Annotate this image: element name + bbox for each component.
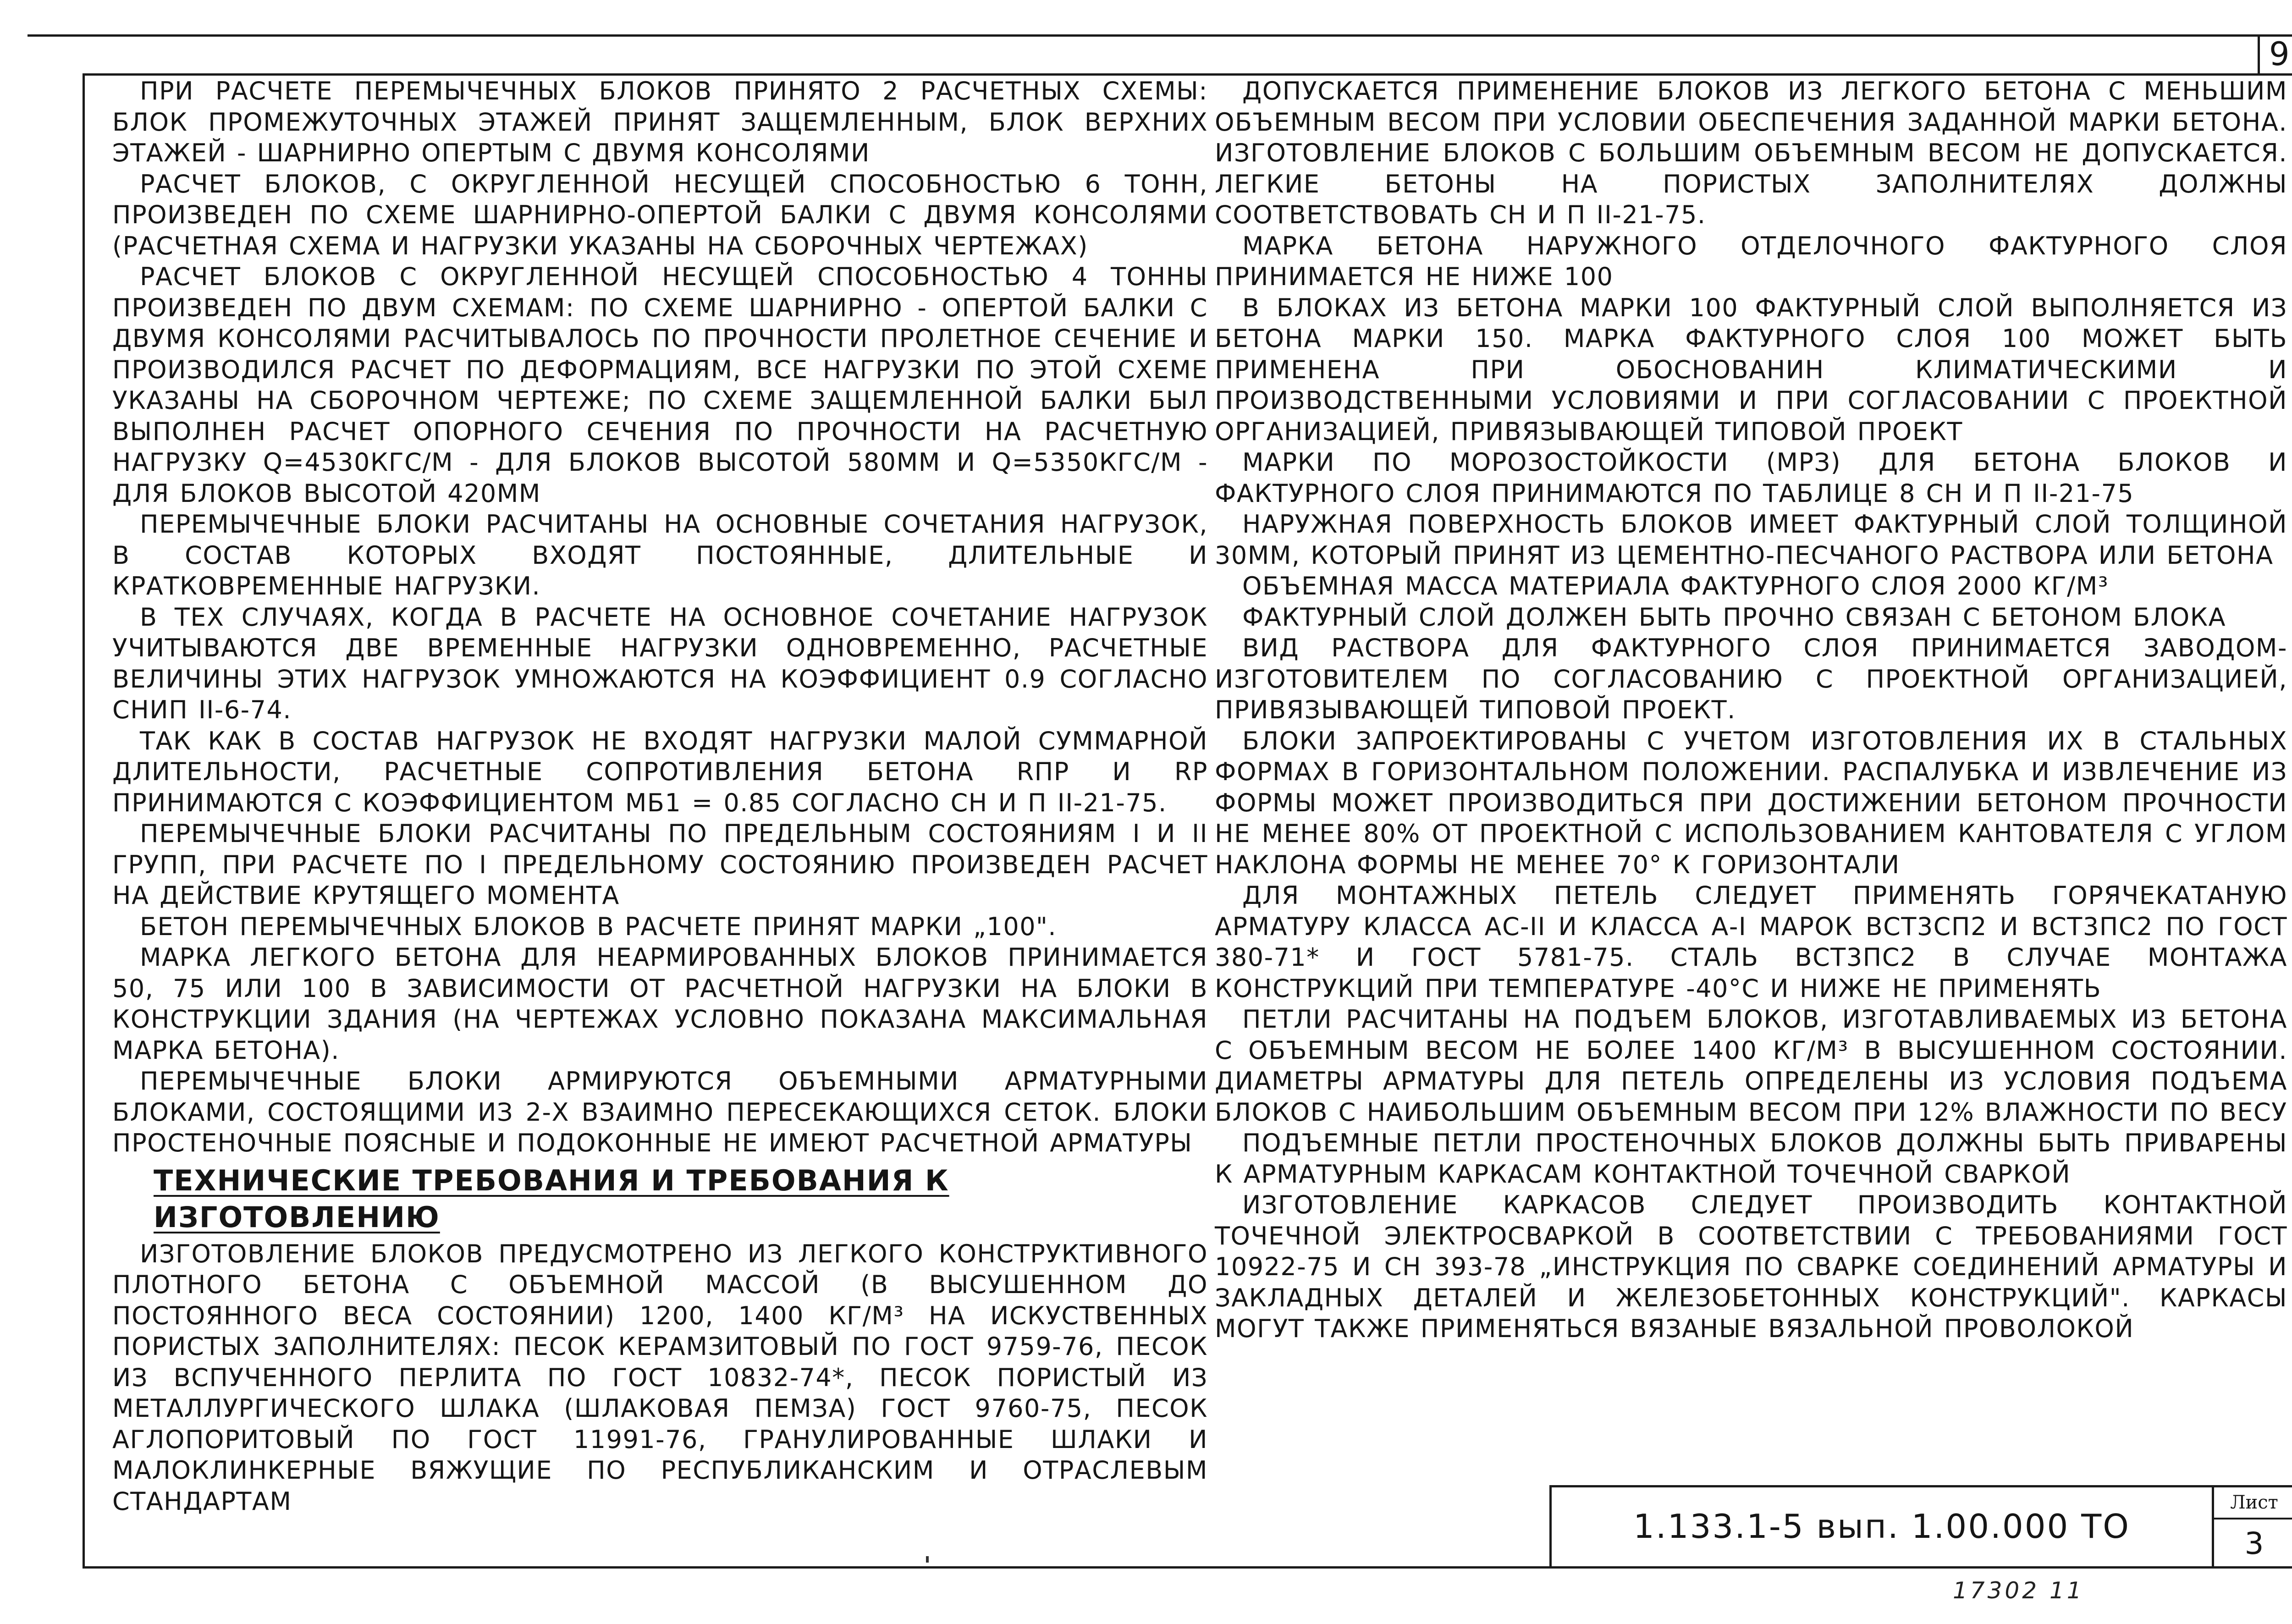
paragraph: ПЕРЕМЫЧЕЧНЫЕ БЛОКИ АРМИРУЮТСЯ ОБЪЕМНЫМИ АРМАТУРНЫМИ БЛОКАМИ, СОСТОЯЩИМИ ИЗ 2-Х ВЗАИМНО ПЕРЕСЕКАЮЩИХСЯ СЕТОК. БЛОКИ ПРОСТЕНОЧНЫЕ ПОЯСНЫЕ И ПОДОКОННЫЕ НЕ ИМЕЮТ РАСЧЕТНОЙ АРМАТУРЫ xyxy=(112,1067,1208,1157)
paragraph: ПЕРЕМЫЧЕЧНЫЕ БЛОКИ РАСЧИТАНЫ НА ОСНОВНЫЕ СОЧЕТАНИЯ НАГРУЗОК, В СОСТАВ КОТОРЫХ ВХОДЯТ ПОСТОЯННЫЕ, ДЛИТЕЛЬНЫЕ И КРАТКОВРЕМЕННЫЕ НАГРУЗКИ. xyxy=(112,510,1208,600)
top-rule xyxy=(28,34,2292,37)
paragraph: ВИД РАСТВОРА ДЛЯ ФАКТУРНОГО СЛОЯ ПРИНИМАЕТСЯ ЗАВОДОМ-ИЗГОТОВИТЕЛЕМ ПО СОГЛАСОВАНИЮ С ПРОЕКТНОЙ ОРГАНИЗАЦИЕЙ, ПРИВЯЗЫВАЮЩЕЙ ТИПОВОЙ ПРОЕКТ. xyxy=(1215,633,2287,724)
paragraph: ТАК КАК В СОСТАВ НАГРУЗОК НЕ ВХОДЯТ НАГРУЗКИ МАЛОЙ СУММАРНОЙ ДЛИТЕЛЬНОСТИ, РАСЧЕТНЫЕ СОПРОТИВЛЕНИЯ БЕТОНА RПР И RР ПРИНИМАЮТСЯ С КОЭФФИЦИЕНТОМ MБ1 = 0.85 СОГЛАСНО СН И П II-21-75. xyxy=(112,726,1208,817)
section-heading: ТЕХНИЧЕСКИЕ ТРЕБОВАНИЯ И ТРЕБОВАНИЯ К ИЗГОТОВЛЕНИЮ xyxy=(154,1163,949,1234)
paragraph: НАРУЖНАЯ ПОВЕРХНОСТЬ БЛОКОВ ИМЕЕТ ФАКТУРНЫЙ СЛОЙ ТОЛЩИНОЙ 30ММ, КОТОРЫЙ ПРИНЯТ ИЗ ЦЕМЕНТНО-ПЕСЧАНОГО РАСТВОРА ИЛИ БЕТОНА xyxy=(1215,510,2287,570)
sheet-cell xyxy=(2212,1487,2292,1568)
paragraph: МАРКИ ПО МОРОЗОСТОЙКОСТИ (МРЗ) ДЛЯ БЕТОНА БЛОКОВ И ФАКТУРНОГО СЛОЯ ПРИНИМАЮТСЯ ПО ТАБЛИЦЕ 8 СН И П II-21-75 xyxy=(1215,448,2287,508)
paragraph: ПЕРЕМЫЧЕЧНЫЕ БЛОКИ РАСЧИТАНЫ ПО ПРЕДЕЛЬНЫМ СОСТОЯНИЯМ I И II ГРУПП, ПРИ РАСЧЕТЕ ПО I ПРЕДЕЛЬНОМУ СОСТОЯНИЮ ПРОИЗВЕДЕН РАСЧЕТ НА ДЕЙСТВИЕ КРУТЯЩЕГО МОМЕНТА xyxy=(112,819,1208,910)
paragraph: МАРКА ЛЕГКОГО БЕТОНА ДЛЯ НЕАРМИРОВАННЫХ БЛОКОВ ПРИНИМАЕТСЯ 50, 75 ИЛИ 100 В ЗАВИСИМОСТИ ОТ РАСЧЕТНОЙ НАГРУЗКИ НА БЛОКИ В КОНСТРУКЦИИ ЗДАНИЯ (НА ЧЕРТЕЖАХ УСЛОВНО ПОКАЗАНА МАКСИМАЛЬНАЯ МАРКА БЕТОНА). xyxy=(112,943,1208,1065)
paragraph: ДЛЯ МОНТАЖНЫХ ПЕТЕЛЬ СЛЕДУЕТ ПРИМЕНЯТЬ ГОРЯЧЕКАТАНУЮ АРМАТУРУ КЛАССА АС-II И КЛАССА А-I МАРОК ВСТ3СП2 И ВСТ3ПС2 ПО ГОСТ 380-71* И ГОСТ 5781-75. СТАЛЬ ВСТ3ПС2 В СЛУЧАЕ МОНТАЖА КОНСТРУКЦИЙ ПРИ ТЕМПЕРАТУРЕ -40°С И НИЖЕ НЕ ПРИМЕНЯТЬ xyxy=(1215,881,2287,1003)
paragraph: ПОДЪЕМНЫЕ ПЕТЛИ ПРОСТЕНОЧНЫХ БЛОКОВ ДОЛЖНЫ БЫТЬ ПРИВАРЕНЫ К АРМАТУРНЫМ КАРКАСАМ КОНТАКТНОЙ ТОЧЕЧНОЙ СВАРКОЙ xyxy=(1215,1129,2287,1189)
sheet-label: Лист xyxy=(2214,1487,2292,1519)
paragraph: БЛОКИ ЗАПРОЕКТИРОВАНЫ С УЧЕТОМ ИЗГОТОВЛЕНИЯ ИХ В СТАЛЬНЫХ ФОРМАХ В ГОРИЗОНТАЛЬНОМ ПОЛОЖЕНИИ. РАСПАЛУБКА И ИЗВЛЕЧЕНИЕ ИЗ ФОРМЫ МОЖЕТ ПРОИЗВОДИТЬСЯ ПРИ ДОСТИЖЕНИИ БЕТОНОМ ПРОЧНОСТИ НЕ МЕНЕЕ 80% ОТ ПРОЕКТНОЙ С ИСПОЛЬЗОВАНИЕМ КАНТОВАТЕЛЯ С УГЛОМ НАКЛОНА ФОРМЫ НЕ МЕНЕЕ 70° К ГОРИЗОНТАЛИ xyxy=(1215,726,2287,879)
paragraph: РАСЧЕТ БЛОКОВ С ОКРУГЛЕННОЙ НЕСУЩЕЙ СПОСОБНОСТЬЮ 4 ТОННЫ ПРОИЗВЕДЕН ПО ДВУМ СХЕМАМ: ПО СХЕМЕ ШАРНИРНО - ОПЕРТОЙ БАЛКИ С ДВУМЯ КОНСОЛЯМИ РАСЧИТЫВАЛОСЬ ПО ПРОЧНОСТИ ПРОЛЕТНОЕ СЕЧЕНИЕ И ПРОИЗВОДИЛСЯ РАСЧЕТ ПО ДЕФОРМАЦИЯМ, ВСЕ НАГРУЗКИ ПО ЭТОЙ СХЕМЕ УКАЗАНЫ НА СБОРОЧНОМ ЧЕРТЕЖЕ; ПО СХЕМЕ ЗАЩЕМЛЕННОЙ БАЛКИ БЫЛ ВЫПОЛНЕН РАСЧЕТ ОПОРНОГО СЕЧЕНИЯ ПО ПРОЧНОСТИ НА РАСЧЕТНУЮ НАГРУЗКУ Q=4530КГС/М - ДЛЯ БЛОКОВ ВЫСОТОЙ 580ММ И Q=5350КГС/М - ДЛЯ БЛОКОВ ВЫСОТОЙ 420ММ xyxy=(112,262,1208,508)
frame-left-border xyxy=(83,73,85,1568)
title-block xyxy=(1549,1485,2292,1568)
paragraph: ИЗГОТОВЛЕНИЕ КАРКАСОВ СЛЕДУЕТ ПРОИЗВОДИТЬ КОНТАКТНОЙ ТОЧЕЧНОЙ ЭЛЕКТРОСВАРКОЙ В СООТВЕТСТВИИ С ТРЕБОВАНИЯМИ ГОСТ 10922-75 И СН 393-78 „ИНСТРУКЦИЯ ПО СВАРКЕ СОЕДИНЕНИЙ АРМАТУРЫ И ЗАКЛАДНЫХ ДЕТАЛЕЙ И ЖЕЛЕЗОБЕТОННЫХ КОНСТРУКЦИЙ". КАРКАСЫ МОГУТ ТАКЖЕ ПРИМЕНЯТЬСЯ ВЯЗАНЫЕ ВЯЗАЛЬНОЙ ПРОВОЛОКОЙ xyxy=(1215,1190,2287,1343)
corner-sheet-number: 9 xyxy=(2269,35,2290,73)
scan-mark xyxy=(926,1556,929,1563)
paragraph: ДОПУСКАЕТСЯ ПРИМЕНЕНИЕ БЛОКОВ ИЗ ЛЕГКОГО БЕТОНА С МЕНЬШИМ ОБЪЕМНЫМ ВЕСОМ ПРИ УСЛОВИИ ОБЕСПЕЧЕНИЯ ЗАДАННОЙ МАРКИ БЕТОНА. ИЗГОТОВЛЕНИЕ БЛОКОВ С БОЛЬШИМ ОБЪЕМНЫМ ВЕСОМ НЕ ДОПУСКАЕТСЯ. ЛЕГКИЕ БЕТОНЫ НА ПОРИСТЫХ ЗАПОЛНИТЕЛЯХ ДОЛЖНЫ СООТВЕТСТВОВАТЬ СН И П II-21-75. xyxy=(1215,77,2287,229)
paragraph: ПРИ РАСЧЕТЕ ПЕРЕМЫЧЕЧНЫХ БЛОКОВ ПРИНЯТО 2 РАСЧЕТНЫХ СХЕМЫ: БЛОК ПРОМЕЖУТОЧНЫХ ЭТАЖЕЙ ПРИНЯТ ЗАЩЕМЛЕННЫМ, БЛОК ВЕРХНИХ ЭТАЖЕЙ - ШАРНИРНО ОПЕРТЫМ С ДВУМЯ КОНСОЛЯМИ xyxy=(112,77,1208,167)
archive-footnote: 17302 11 xyxy=(1953,1577,2084,1604)
paragraph: МАРКА БЕТОНА НАРУЖНОГО ОТДЕЛОЧНОГО ФАКТУРНОГО СЛОЯ ПРИНИМАЕТСЯ НЕ НИЖЕ 100 xyxy=(1215,231,2287,291)
paragraph: РАСЧЕТ БЛОКОВ, С ОКРУГЛЕННОЙ НЕСУЩЕЙ СПОСОБНОСТЬЮ 6 ТОНН, ПРОИЗВЕДЕН ПО СХЕМЕ ШАРНИРНО-ОПЕРТОЙ БАЛКИ С ДВУМЯ КОНСОЛЯМИ (РАСЧЕТНАЯ СХЕМА И НАГРУЗКИ УКАЗАНЫ НА СБОРОЧНЫХ ЧЕРТЕЖАХ) xyxy=(112,169,1208,260)
paragraph: БЕТОН ПЕРЕМЫЧЕЧНЫХ БЛОКОВ В РАСЧЕТЕ ПРИНЯТ МАРКИ „100". xyxy=(140,912,1057,941)
right-column xyxy=(1215,76,2287,1344)
paragraph: ФАКТУРНЫЙ СЛОЙ ДОЛЖЕН БЫТЬ ПРОЧНО СВЯЗАН С БЕТОНОМ БЛОКА xyxy=(1242,602,2226,632)
paragraph: ИЗГОТОВЛЕНИЕ БЛОКОВ ПРЕДУСМОТРЕНО ИЗ ЛЕГКОГО КОНСТРУКТИВНОГО ПЛОТНОГО БЕТОНА С ОБЪЕМНОЙ МАССОЙ (В ВЫСУШЕННОМ ДО ПОСТОЯННОГО ВЕСА СОСТОЯНИИ) 1200, 1400 КГ/М³ НА ИСКУСТВЕННЫХ ПОРИСТЫХ ЗАПОЛНИТЕЛЯХ: ПЕСОК КЕРАМЗИТОВЫЙ ПО ГОСТ 9759-76, ПЕСОК ИЗ ВСПУЧЕННОГО ПЕРЛИТА ПО ГОСТ 10832-74*, ПЕСОК ПОРИСТЫЙ ИЗ МЕТАЛЛУРГИЧЕСКОГО ШЛАКА (ШЛАКОВАЯ ПЕМЗА) ГОСТ 9760-75, ПЕСОК АГЛОПОРИТОВЫЙ ПО ГОСТ 11991-76, ГРАНУЛИРОВАННЫЕ ШЛАКИ И МАЛОКЛИНКЕРНЫЕ ВЯЖУЩИЕ ПО РЕСПУБЛИКАНСКИМ И ОТРАСЛЕВЫМ СТАНДАРТАМ xyxy=(112,1239,1208,1516)
document-code: 1.133.1-5 вып. 1.00.000 ТО xyxy=(1633,1507,2130,1546)
paragraph: ПЕТЛИ РАСЧИТАНЫ НА ПОДЪЕМ БЛОКОВ, ИЗГОТАВЛИВАЕМЫХ ИЗ БЕТОНА С ОБЪЕМНЫМ ВЕСОМ НЕ БОЛЕЕ 1400 КГ/М³ В ВЫСУШЕННОМ СОСТОЯНИИ. ДИАМЕТРЫ АРМАТУРЫ ДЛЯ ПЕТЕЛЬ ОПРЕДЕЛЕНЫ ИЗ УСЛОВИЯ ПОДЪЕМА БЛОКОВ С НАИБОЛЬШИМ ОБЪЕМНЫМ ВЕСОМ ПРИ 12% ВЛАЖНОСТИ ПО ВЕСУ xyxy=(1215,1005,2287,1127)
paragraph: ОБЪЕМНАЯ МАССА МАТЕРИАЛА ФАКТУРНОГО СЛОЯ 2000 КГ/М³ xyxy=(1242,572,2109,600)
paragraph: В БЛОКАХ ИЗ БЕТОНА МАРКИ 100 ФАКТУРНЫЙ СЛОЙ ВЫПОЛНЯЕТСЯ ИЗ БЕТОНА МАРКИ 150. МАРКА ФАКТУРНОГО СЛОЯ 100 МОЖЕТ БЫТЬ ПРИМЕНЕНА ПРИ ОБОСНОВАНИН КЛИМАТИЧЕСКИМИ И ПРОИЗВОДСТВЕННЫМИ УСЛОВИЯМИ И ПРИ СОГЛАСОВАНИИ С ПРОЕКТНОЙ ОРГАНИЗАЦИЕЙ, ПРИВЯЗЫВАЮЩЕЙ ТИПОВОЙ ПРОЕКТ xyxy=(1215,293,2287,446)
left-column xyxy=(112,76,1208,1517)
sheet-number: 3 xyxy=(2244,1526,2264,1561)
paragraph: В ТЕХ СЛУЧАЯХ, КОГДА В РАСЧЕТЕ НА ОСНОВНОЕ СОЧЕТАНИЕ НАГРУЗОК УЧИТЫВАЮТСЯ ДВЕ ВРЕМЕННЫЕ НАГРУЗКИ ОДНОВРЕМЕННО, РАСЧЕТНЫЕ ВЕЛИЧИНЫ ЭТИХ НАГРУЗОК УМНОЖАЮТСЯ НА КОЭФФИЦИЕНТ 0.9 СОГЛАСНО СНИП II-6-74. xyxy=(112,602,1208,724)
